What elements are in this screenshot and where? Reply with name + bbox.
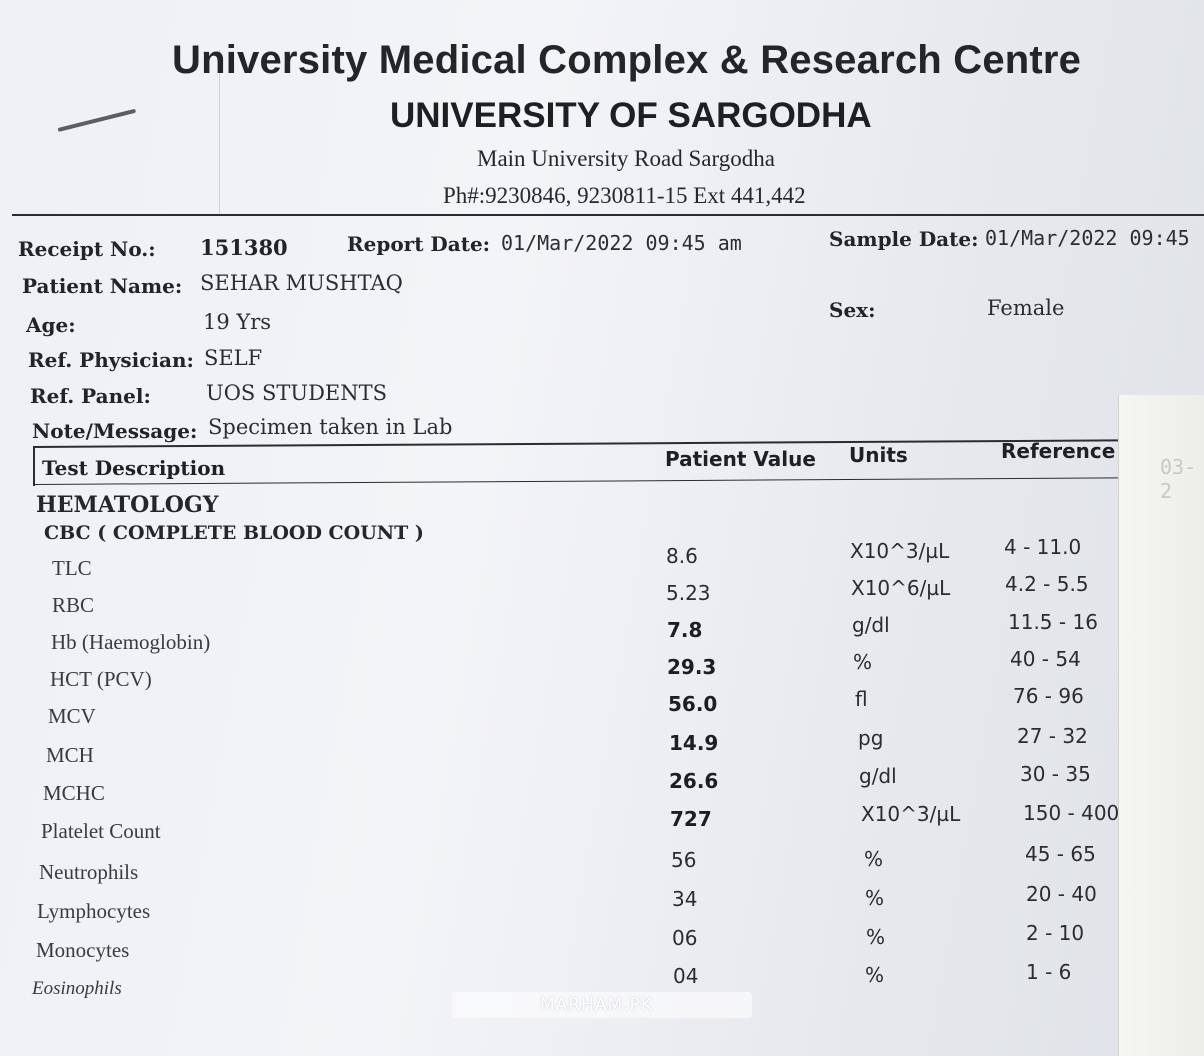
report-date-value: 01/Mar/2022 09:45 am [501,231,742,255]
reference-range: 76 - 96 [1013,684,1084,708]
patient-value: 727 [670,807,712,831]
unit: g/dl [852,613,890,637]
university-name: UNIVERSITY OF SARGODHA [390,96,872,135]
section-hematology: HEMATOLOGY [36,492,219,518]
note-label: Note/Message: [32,419,198,443]
test-name: MCV [48,704,96,728]
test-name: Hb (Haemoglobin) [51,630,211,654]
phone-numbers: Ph#:9230846, 9230811-15 Ext 441,442 [443,183,806,208]
reference-range: 27 - 32 [1017,724,1088,748]
reference-range: 4.2 - 5.5 [1005,572,1089,596]
sex-label: Sex: [829,298,876,322]
test-name: Lymphocytes [37,899,151,923]
unit: g/dl [859,764,897,788]
unit: % [866,925,886,949]
test-name: RBC [52,593,95,617]
reference-range: 1 - 6 [1026,960,1072,984]
test-name: TLC [52,556,92,580]
physician-value: SELF [204,346,263,370]
unit: pg [858,726,884,750]
reference-range: 11.5 - 16 [1008,610,1098,634]
unit: fl [855,687,868,711]
col-test-description: Test Description [42,456,226,480]
slip-faint-text: 03-2 [1160,455,1197,503]
institution-name: University Medical Complex & Research Centre [172,38,1082,82]
test-name: Monocytes [36,938,130,962]
age-label: Age: [26,313,76,337]
test-name: HCT (PCV) [50,667,152,691]
patient-name-value: SEHAR MUSHTAQ [200,271,403,295]
sample-date-value: 01/Mar/2022 09:45 [985,226,1190,250]
unit: X10^3/µL [861,802,961,826]
test-name: Platelet Count [41,819,161,843]
test-name: Neutrophils [39,860,139,884]
patient-value: 7.8 [667,618,703,642]
col-units: Units [849,443,908,467]
header-divider [12,214,1204,216]
patient-value: 34 [672,887,698,911]
panel-label: Ref. Panel: [30,384,151,408]
physician-label: Ref. Physician: [28,348,194,372]
reference-range: 40 - 54 [1010,647,1081,671]
patient-name-label: Patient Name: [22,274,183,298]
patient-value: 04 [673,964,699,988]
sex-value: Female [987,296,1065,320]
reference-range: 150 - 400 [1023,801,1120,825]
col-patient-value: Patient Value [665,447,816,471]
sample-date-label: Sample Date: [829,227,979,251]
reference-range: 2 - 10 [1026,921,1085,945]
reference-range: 30 - 35 [1020,762,1091,786]
patient-value: 29.3 [667,655,717,679]
col-reference: Reference [1001,439,1116,463]
receipt-label: Receipt No.: [18,237,156,261]
unit: X10^6/µL [851,576,951,600]
patient-value: 26.6 [669,769,719,793]
reference-range: 20 - 40 [1026,882,1097,906]
note-value: Specimen taken in Lab [208,415,453,439]
patient-value: 14.9 [669,731,719,755]
panel-value: UOS STUDENTS [206,381,388,405]
unit: % [865,886,885,910]
table-left-rule [33,446,35,486]
unit: % [853,650,873,674]
receipt-value: 151380 [200,235,288,260]
patient-value: 06 [672,926,698,950]
patient-value: 5.23 [666,581,711,605]
test-name: Eosinophils [32,978,122,999]
address: Main University Road Sargodha [477,146,775,171]
patient-value: 56 [671,848,697,872]
age-value: 19 Yrs [203,310,272,334]
test-name: MCH [46,743,94,767]
unit: % [864,847,884,871]
unit: X10^3/µL [850,539,950,563]
reference-range: 4 - 11.0 [1004,535,1082,559]
subsection-cbc: CBC ( COMPLETE BLOOD COUNT ) [44,522,424,544]
patient-value: 56.0 [668,692,718,716]
test-name: MCHC [43,781,105,805]
report-date-label: Report Date: [347,232,491,256]
watermark-text: MARHAM.PK [540,995,653,1015]
patient-value: 8.6 [666,544,698,568]
unit: % [865,963,885,987]
reference-range: 45 - 65 [1025,842,1096,866]
